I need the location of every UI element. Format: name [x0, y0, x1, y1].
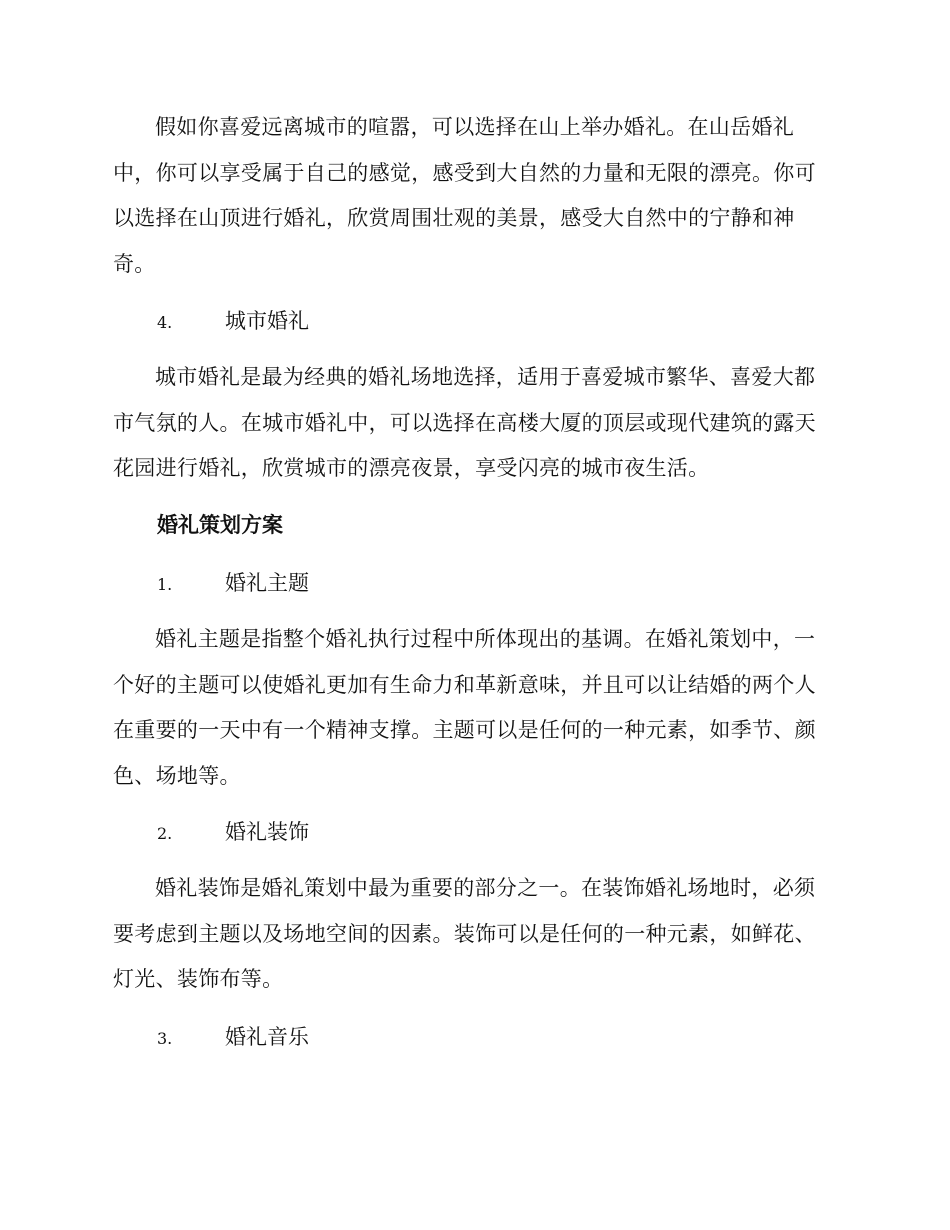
list-item-title: 婚礼装饰	[225, 820, 309, 844]
list-number: 2.	[157, 824, 173, 843]
paragraph-city-wedding: 城市婚礼是最为经典的婚礼场地选择，适用于喜爱城市繁华、喜爱大都市气氛的人。在城市婚礼中，可以选择在高楼大厦的顶层或现代建筑的露天花园进行婚礼，欣赏城市的漂亮夜景，享受闪亮的城市夜生活。	[113, 365, 816, 480]
list-item-title: 婚礼主题	[225, 571, 309, 595]
list-item-city-wedding	[157, 306, 309, 338]
list-item-wedding-music	[157, 1022, 309, 1054]
list-number: 1.	[157, 575, 173, 594]
paragraph-mountain-wedding: 假如你喜爱远离城市的喧嚣，可以选择在山上举办婚礼。在山岳婚礼中，你可以享受属于自己的感觉，感受到大自然的力量和无限的漂亮。你可以选择在山顶进行婚礼，欣赏周围壮观的美景，感受大自然中的宁静和神奇。	[113, 115, 816, 276]
list-item-title: 城市婚礼	[225, 309, 309, 333]
list-number: 3.	[157, 1029, 173, 1048]
paragraph-wedding-decoration: 婚礼装饰是婚礼策划中最为重要的部分之一。在装饰婚礼场地时，必须要考虑到主题以及场地空间的因素。装饰可以是任何的一种元素，如鲜花、灯光、装饰布等。	[113, 876, 816, 991]
list-item-wedding-decoration	[157, 817, 309, 849]
list-number: 4.	[157, 313, 173, 332]
list-item-title: 婚礼音乐	[225, 1025, 309, 1049]
list-item-wedding-theme	[157, 568, 309, 600]
section-heading-wedding-plan: 婚礼策划方案	[157, 513, 283, 537]
paragraph-wedding-theme: 婚礼主题是指整个婚礼执行过程中所体现出的基调。在婚礼策划中，一个好的主题可以使婚礼更加有生命力和革新意味，并且可以让结婚的两个人在重要的一天中有一个精神支撑。主题可以是任何的一种元素，如季节、颜色、场地等。	[113, 627, 816, 788]
